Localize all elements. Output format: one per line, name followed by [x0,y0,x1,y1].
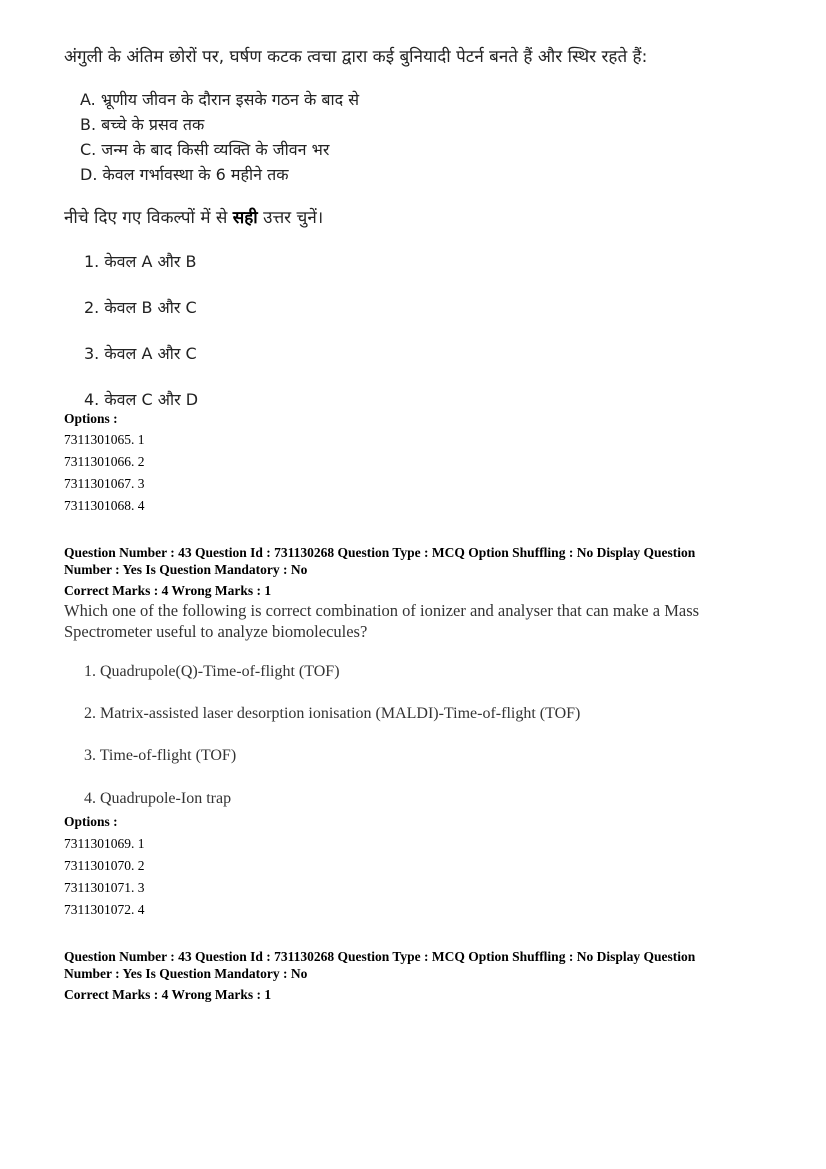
hindi-choice-3: 3. केवल A और C [84,344,197,363]
option-code-row: 7311301068. 4 [64,498,145,513]
hindi-statement-b: B. बच्चे के प्रसव तक [80,115,205,134]
answer-choice-3: 3. Time-of-flight (TOF) [84,747,237,764]
options-label: Options : [64,814,118,829]
hindi-instruction [64,205,323,228]
question-meta-line2: Number : Yes Is Question Mandatory : No [64,966,308,981]
answer-choice-2: 2. Matrix-assisted laser desorption ionisation (MALDI)-Time-of-flight (TOF) [84,705,581,722]
question-meta-line1: Question Number : 43 Question Id : 731130268 Question Type : MCQ Option Shuffling : No Display Question [64,949,696,964]
question-text-line1: Which one of the following is correct combination of ionizer and analyser that can make a Mass [64,601,700,620]
correct-marks-line: Correct Marks : 4 Wrong Marks : 1 [64,987,272,1002]
correct-marks-line: Correct Marks : 4 Wrong Marks : 1 [64,583,272,598]
option-code-row: 7311301066. 2 [64,454,145,469]
hindi-choice-1: 1. केवल A और B [84,252,197,271]
option-code-row: 7311301065. 1 [64,432,145,447]
question-meta-line2: Number : Yes Is Question Mandatory : No [64,562,308,577]
instruction-suffix: उत्तर चुनें। [257,208,324,228]
option-code-row: 7311301067. 3 [64,476,145,491]
question-meta-line1: Question Number : 43 Question Id : 731130268 Question Type : MCQ Option Shuffling : No Display Question [64,545,696,560]
instruction-bold-word: सही [232,208,258,228]
options-label: Options : [64,411,118,426]
hindi-question-text: अंगुली के अंतिम छोरों पर, घर्षण कटक त्वचा द्वारा कई बुनियादी पेटर्न बनते हैं और स्थिर रहते हैं: [64,47,648,67]
option-code-row: 7311301070. 2 [64,858,145,873]
question-text-line2: Spectrometer useful to analyze biomolecules? [64,622,368,641]
answer-choice-4: 4. Quadrupole-Ion trap [84,790,232,807]
option-code-row: 7311301072. 4 [64,902,145,917]
hindi-choice-4: 4. केवल C और D [84,390,199,409]
instruction-prefix: नीचे दिए गए विकल्पों में से [64,208,233,228]
option-code-row: 7311301071. 3 [64,880,145,895]
hindi-statement-c: C. जन्म के बाद किसी व्यक्ति के जीवन भर [80,140,330,159]
hindi-statement-d: D. केवल गर्भावस्था के 6 महीने तक [80,165,289,184]
answer-choice-1: 1. Quadrupole(Q)-Time-of-flight (TOF) [84,663,340,680]
hindi-choice-2: 2. केवल B और C [84,298,197,317]
option-code-row: 7311301069. 1 [64,836,145,851]
hindi-statement-a: A. भ्रूणीय जीवन के दौरान इसके गठन के बाद से [80,90,360,109]
